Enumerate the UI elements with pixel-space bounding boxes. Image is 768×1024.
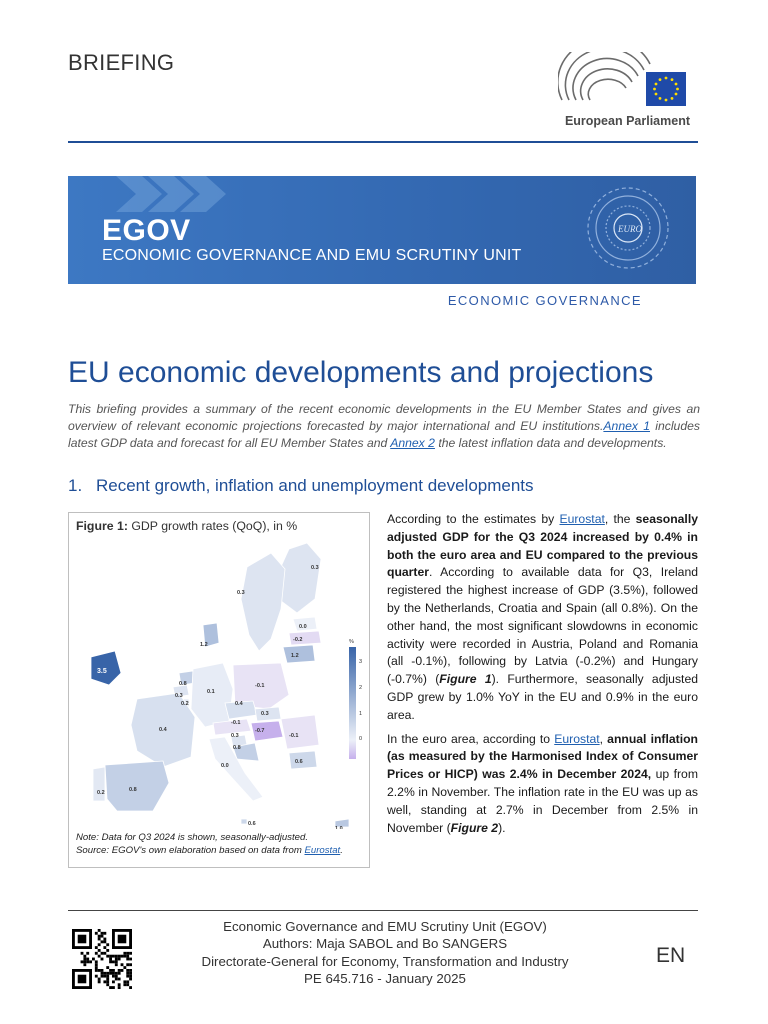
figure-caption	[76, 519, 297, 533]
banner-subtitle: ECONOMIC GOVERNANCE AND EMU SCRUTINY UNIT	[102, 247, 522, 264]
value-label-cyprus: 1.0	[335, 826, 343, 829]
annex-1-link[interactable]: Annex 1	[603, 419, 650, 433]
country-spain	[105, 761, 169, 811]
institution-name: European Parliament	[564, 114, 690, 128]
footer-divider	[68, 910, 698, 911]
figure-title: GDP growth rates (QoQ), in %	[127, 519, 298, 533]
source-text: .	[340, 845, 343, 856]
eurostat-link[interactable]: Eurostat	[559, 512, 605, 526]
value-label-sweden: 0.3	[237, 590, 245, 596]
value-label-italy: 0.0	[221, 763, 229, 769]
header-divider	[68, 141, 698, 143]
value-label-estonia: 0.0	[299, 624, 307, 630]
source-text: Source: EGOV's own elaboration based on data from	[76, 845, 305, 856]
section-heading	[68, 476, 534, 496]
section-tag: ECONOMIC GOVERNANCE	[447, 293, 642, 308]
footer-authors: Authors: Maja SABOL and Bo SANGERS	[262, 936, 508, 952]
body-text: . According to available data for Q3, Ireland registered the highest increase of GDP (3.5%), followed by the Netherlands, Croatia and Spain (all 0.8%). On the other hand, the most significant slowdowns in economic activity were recorded in Austria, Poland and Romania (all -0.1%), following by Latvia (-0.2%) and Hungary (-0.7%) (	[387, 565, 698, 687]
qr-code-icon[interactable]	[72, 929, 132, 989]
footer-info	[160, 918, 610, 987]
country-finland	[279, 543, 321, 613]
value-label-austria: -0.1	[231, 720, 241, 726]
value-label-slovakia: 0.3	[261, 711, 269, 717]
section-heading-text: Recent growth, inflation and unemployment developments	[96, 476, 534, 495]
banner-title: EGOV	[102, 214, 191, 247]
eurostat-link[interactable]: Eurostat	[554, 731, 600, 746]
language-code: EN	[656, 944, 686, 967]
body-text: According to the estimates by	[387, 512, 560, 526]
body-text: ). Furthermore, seasonally adjusted GDP grew by 1.0% YoY in the EU and 0.9% in the euro area.	[387, 672, 698, 722]
figure-source	[76, 844, 366, 857]
intro-text: This briefing provides a summary of the recent economic developments in the EU Member States and gives an overview of relevant economic projections forecasted by major international and EU institutions.	[68, 402, 700, 433]
value-label-lithuania: 1.2	[291, 653, 299, 659]
euro-badge: EURO	[618, 224, 642, 234]
legend-unit: %	[349, 639, 354, 645]
body-text: ,	[599, 731, 608, 746]
value-label-denmark: 1.2	[200, 642, 208, 648]
body-paragraph-2	[387, 731, 698, 838]
value-label-croatia: 0.8	[233, 745, 241, 751]
country-germany	[191, 663, 233, 727]
value-label-malta: 0.6	[248, 821, 256, 827]
body-text: In the euro area, according to	[387, 731, 555, 746]
value-label-romania: -0.1	[289, 733, 299, 739]
value-label-ireland: 3.5	[97, 668, 107, 675]
intro-text: the latest inflation data and developments.	[434, 436, 667, 450]
value-label-czechia: 0.4	[235, 701, 243, 707]
country-malta	[241, 819, 247, 824]
value-label-slovenia: 0.3	[231, 733, 239, 739]
body-column	[387, 511, 698, 843]
value-label-bulgaria: 0.6	[295, 759, 303, 765]
eurostat-source-link[interactable]: Eurostat	[304, 845, 341, 856]
body-text: up from 2.2% in November. The inflation rate in the EU was up as well, standing at 2.7% in December from 2.5% in November (	[387, 767, 698, 835]
legend-color-bar	[349, 647, 356, 759]
value-label-poland: -0.1	[255, 683, 265, 689]
body-text: Figure 2	[450, 820, 499, 835]
section-number: 1.	[68, 476, 83, 495]
legend-tick: 1	[359, 711, 363, 717]
body-text: seasonally adjusted GDP for the Q3 2024 increased by 0.4% in both the euro area and EU compared to the previous quarter	[387, 512, 698, 580]
body-text: Figure 1	[439, 672, 492, 687]
figure-note-data: Note: Data for Q3 2024 is shown, seasonally-adjusted.	[76, 832, 308, 843]
figure-note	[76, 831, 366, 857]
value-label-latvia: -0.2	[293, 637, 303, 643]
legend-tick: 3	[359, 659, 363, 665]
value-label-germany: 0.1	[207, 689, 215, 695]
figure-1	[68, 512, 370, 868]
body-text: , the	[604, 512, 636, 526]
figure-label: Figure 1:	[76, 519, 128, 533]
egov-banner	[68, 176, 696, 284]
value-label-portugal: 0.2	[97, 790, 105, 796]
body-paragraph-1	[387, 511, 698, 725]
value-label-belgium: 0.3	[175, 693, 183, 699]
country-lithuania	[283, 645, 315, 663]
parliament-hemicycle-icon	[558, 52, 690, 112]
value-label-hungary: -0.7	[255, 728, 265, 734]
country-romania	[281, 715, 319, 749]
value-label-netherlands: 0.8	[179, 681, 187, 687]
document-type-label: BRIEFING	[68, 50, 175, 75]
gdp-choropleth-map	[75, 539, 363, 829]
footer-unit: Economic Governance and EMU Scrutiny Unit (EGOV)	[223, 919, 547, 934]
body-text: annual inflation (as measured by the Harmonised Index of Consumer Prices or HICP) was 2.4% in December 2024,	[387, 731, 698, 782]
country-bulgaria	[289, 751, 317, 769]
country-sweden	[241, 553, 285, 651]
document-title: EU economic developments and projections	[68, 356, 654, 389]
value-label-finland: 0.3	[311, 565, 319, 571]
body-text: ).	[498, 820, 506, 835]
intro-paragraph	[68, 401, 700, 452]
intro-text: includes latest GDP data and forecast for all EU Member States and	[68, 419, 700, 450]
european-parliament-logo	[558, 52, 690, 132]
value-label-france: 0.4	[159, 727, 167, 733]
legend-tick: 0	[359, 736, 363, 742]
legend-tick: 2	[359, 685, 363, 691]
value-label-luxembourg: 0.2	[181, 701, 189, 707]
footer-directorate: Directorate-General for Economy, Transformation and Industry	[201, 953, 569, 969]
value-label-spain: 0.8	[129, 787, 137, 793]
footer-reference: PE 645.716 - January 2025	[304, 970, 466, 986]
annex-2-link[interactable]: Annex 2	[390, 436, 435, 450]
